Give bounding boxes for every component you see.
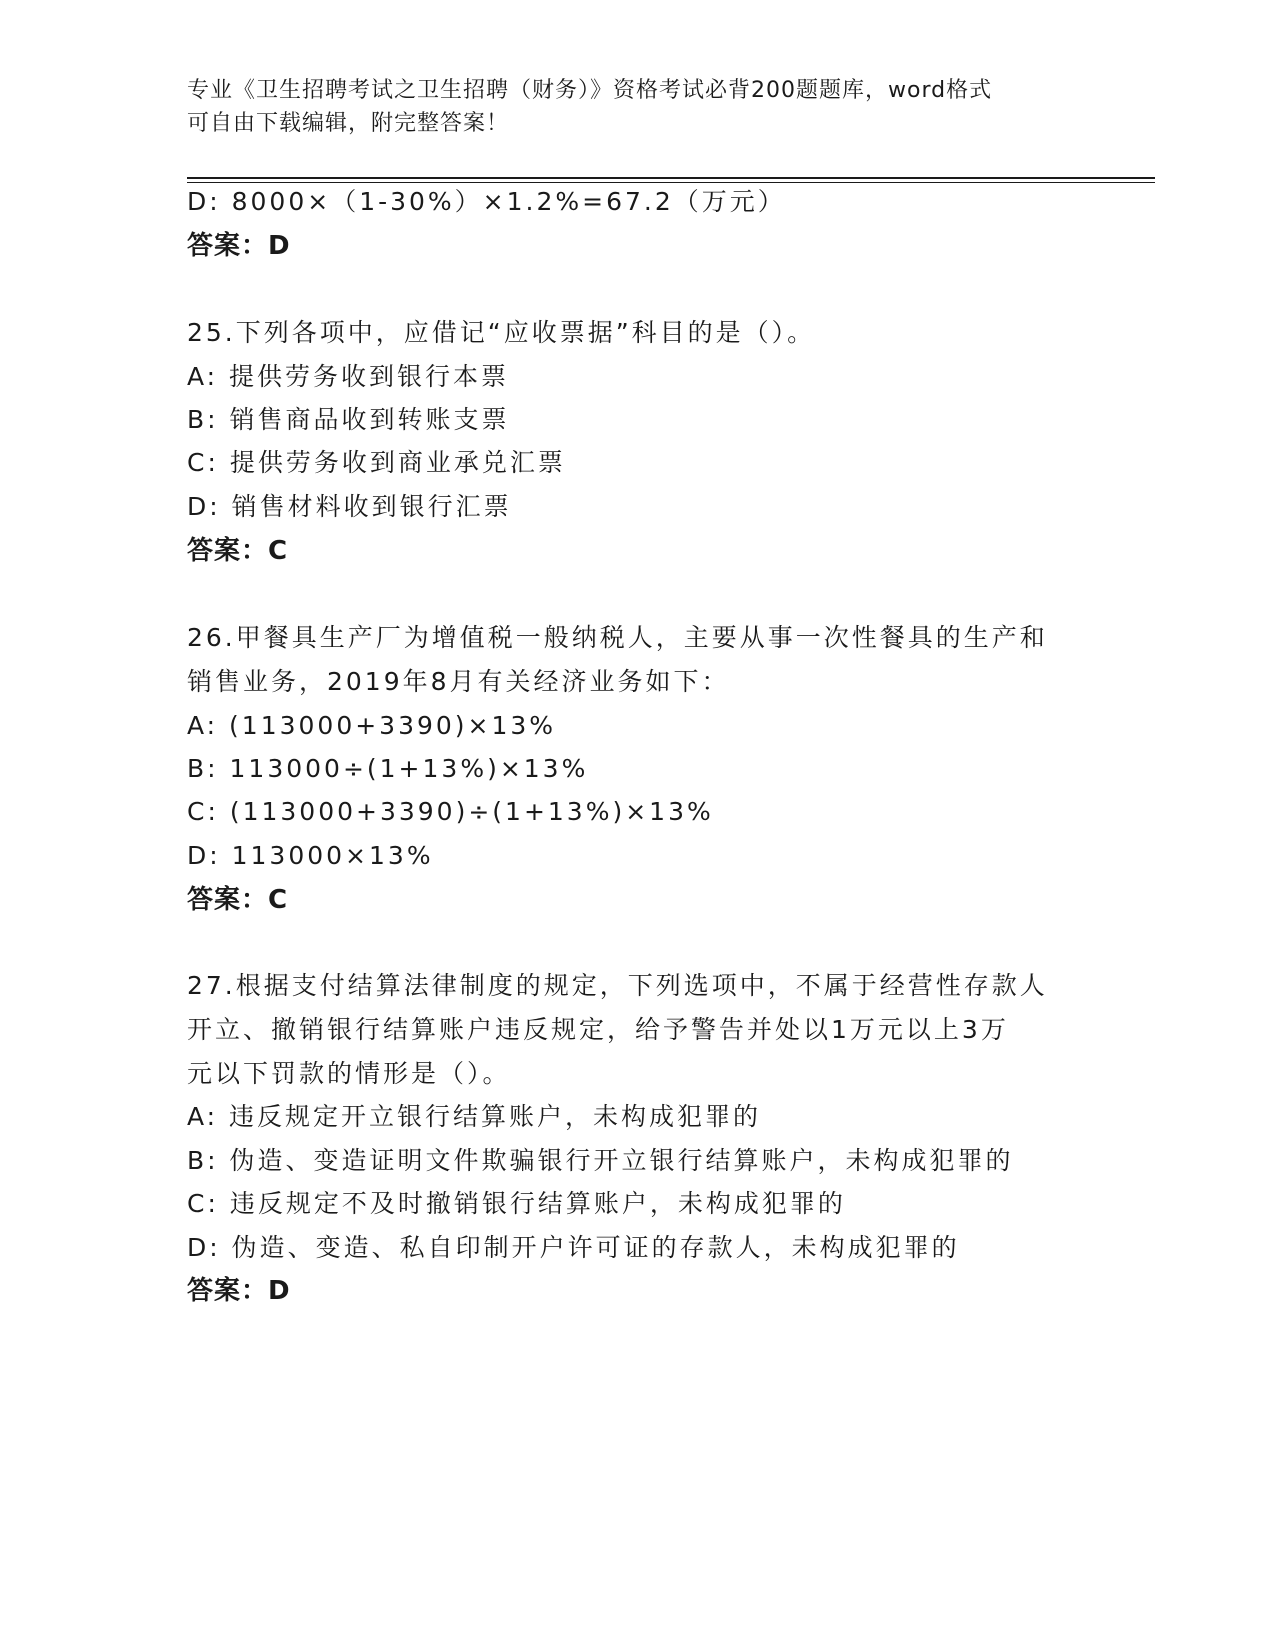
- header-divider-thin: [187, 182, 1155, 183]
- q26-answer: 答案：C: [187, 885, 289, 915]
- q25-stem: 25.下列各项中，应借记“应收票据”科目的是（）。: [187, 318, 816, 347]
- q26-option-c: C: (113000+3390)÷(1+13%)×13%: [187, 797, 714, 826]
- q27-option-c: C: 违反规定不及时撤销银行结算账户，未构成犯罪的: [187, 1189, 846, 1218]
- q25-option-c: C: 提供劳务收到商业承兑汇票: [187, 448, 566, 477]
- prev-answer: 答案：D: [187, 231, 291, 261]
- q25-option-b: B: 销售商品收到转账支票: [187, 405, 510, 434]
- q26-stem-line-1: 26.甲餐具生产厂为增值税一般纳税人，主要从事一次性餐具的生产和: [187, 623, 1048, 652]
- q27-answer: 答案：D: [187, 1276, 291, 1306]
- prev-option-d: D: 8000×（1-30%）×1.2%=67.2（万元）: [187, 187, 786, 216]
- q25-option-a: A: 提供劳务收到银行本票: [187, 362, 510, 391]
- q26-stem-line-2: 销售业务，2019年8月有关经济业务如下：: [187, 667, 730, 696]
- page-header: [187, 74, 1087, 140]
- header-divider-thick: [187, 177, 1155, 179]
- q27-option-a: A: 违反规定开立银行结算账户，未构成犯罪的: [187, 1102, 762, 1131]
- q27-stem-line-3: 元以下罚款的情形是（）。: [187, 1059, 511, 1088]
- q27-option-d: D: 伪造、变造、私自印制开户许可证的存款人，未构成犯罪的: [187, 1233, 960, 1262]
- header-title-line-2: 可自由下载编辑，附完整答案！: [187, 111, 510, 136]
- q26-option-b: B: 113000÷(1+13%)×13%: [187, 754, 589, 783]
- q26-option-d: D: 113000×13%: [187, 841, 434, 870]
- q25-answer: 答案：C: [187, 536, 289, 566]
- q27-stem-line-1: 27.根据支付结算法律制度的规定，下列选项中，不属于经营性存款人: [187, 971, 1048, 1000]
- q27-stem-line-2: 开立、撤销银行结算账户违反规定，给予警告并处以1万元以上3万: [187, 1015, 1009, 1044]
- q27-option-b: B: 伪造、变造证明文件欺骗银行开立银行结算账户，未构成犯罪的: [187, 1146, 1014, 1175]
- q25-option-d: D: 销售材料收到银行汇票: [187, 492, 512, 521]
- header-title-line-1: 专业《卫生招聘考试之卫生招聘（财务）》资格考试必背200题题库，word格式: [187, 78, 993, 103]
- q26-option-a: A: (113000+3390)×13%: [187, 711, 557, 740]
